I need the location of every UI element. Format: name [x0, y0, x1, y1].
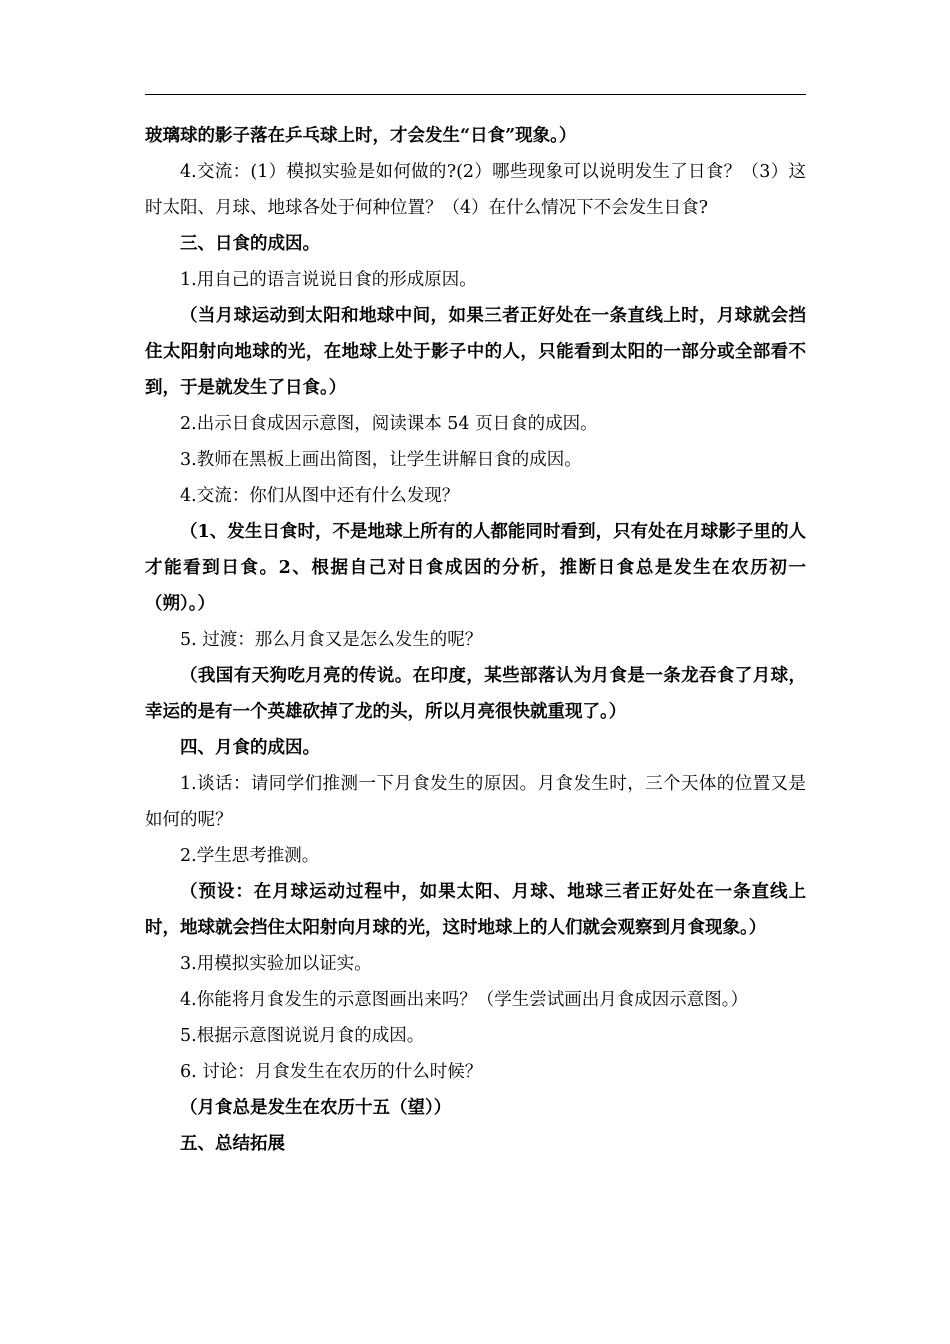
- paragraph: 5. 过渡：那么月食又是怎么发生的呢？: [180, 630, 483, 650]
- paragraph: 3.教师在黑板上画出简图，让学生讲解日食的成因。: [180, 450, 582, 470]
- paragraph: 2.出示日食成因示意图，阅读课本 54 页日食的成因。: [180, 414, 598, 434]
- paragraph: 1.用自己的语言说说日食的形成原因。: [180, 270, 477, 290]
- header-rule: [145, 94, 806, 95]
- paragraph: 1.谈话：请同学们推测一下月食发生的原因。月食发生时，三个天体的位置又是如何的呢？: [145, 774, 806, 830]
- bold-paragraph: 五、总结拓展: [180, 1134, 285, 1154]
- bold-paragraph: （月食总是发生在农历十五（望））: [180, 1098, 452, 1118]
- bold-paragraph: 三、日食的成因。: [180, 234, 320, 254]
- bold-paragraph: （当月球运动到太阳和地球中间，如果三者正好处在一条直线上时，月球就会挡住太阳射向地球的光，在地球上处于影子中的人，只能看到太阳的一部分或全部看不到，于是就发生了日食。）: [145, 306, 806, 398]
- bold-paragraph: （预设：在月球运动过程中，如果太阳、月球、地球三者正好处在一条直线上时，地球就会挡住太阳射向月球的光，这时地球上的人们就会观察到月食现象。）: [145, 882, 806, 938]
- paragraph: 4.交流：你们从图中还有什么发现？: [180, 486, 460, 506]
- paragraph: 5.根据示意图说说月食的成因。: [180, 1026, 425, 1046]
- document-body: [145, 118, 806, 1162]
- bold-paragraph: （我国有天狗吃月亮的传说。在印度，某些部落认为月食是一条龙吞食了月球，幸运的是有一个英雄砍掉了龙的头，所以月亮很快就重现了。）: [145, 666, 806, 722]
- bold-paragraph: 玻璃球的影子落在乒乓球上时，才会发生“日食”现象。）: [145, 126, 577, 146]
- paragraph: 4.你能将月食发生的示意图画出来吗？（学生尝试画出月食成因示意图。）: [180, 990, 748, 1010]
- paragraph: 4.交流：(1）模拟实验是如何做的?(2）哪些现象可以说明发生了日食？（3）这时太阳、月球、地球各处于何种位置？（4）在什么情况下不会发生日食?: [145, 162, 806, 218]
- bold-paragraph: （1、发生日食时，不是地球上所有的人都能同时看到，只有处在月球影子里的人才能看到日食。2、根据自己对日食成因的分析，推断日食总是发生在农历初一（朔）。）: [145, 522, 806, 614]
- paragraph: 3.用模拟实验加以证实。: [180, 954, 372, 974]
- paragraph: 6. 讨论：月食发生在农历的什么时候？: [180, 1062, 483, 1082]
- paragraph: 2.学生思考推测。: [180, 846, 320, 866]
- bold-paragraph: 四、月食的成因。: [180, 738, 320, 758]
